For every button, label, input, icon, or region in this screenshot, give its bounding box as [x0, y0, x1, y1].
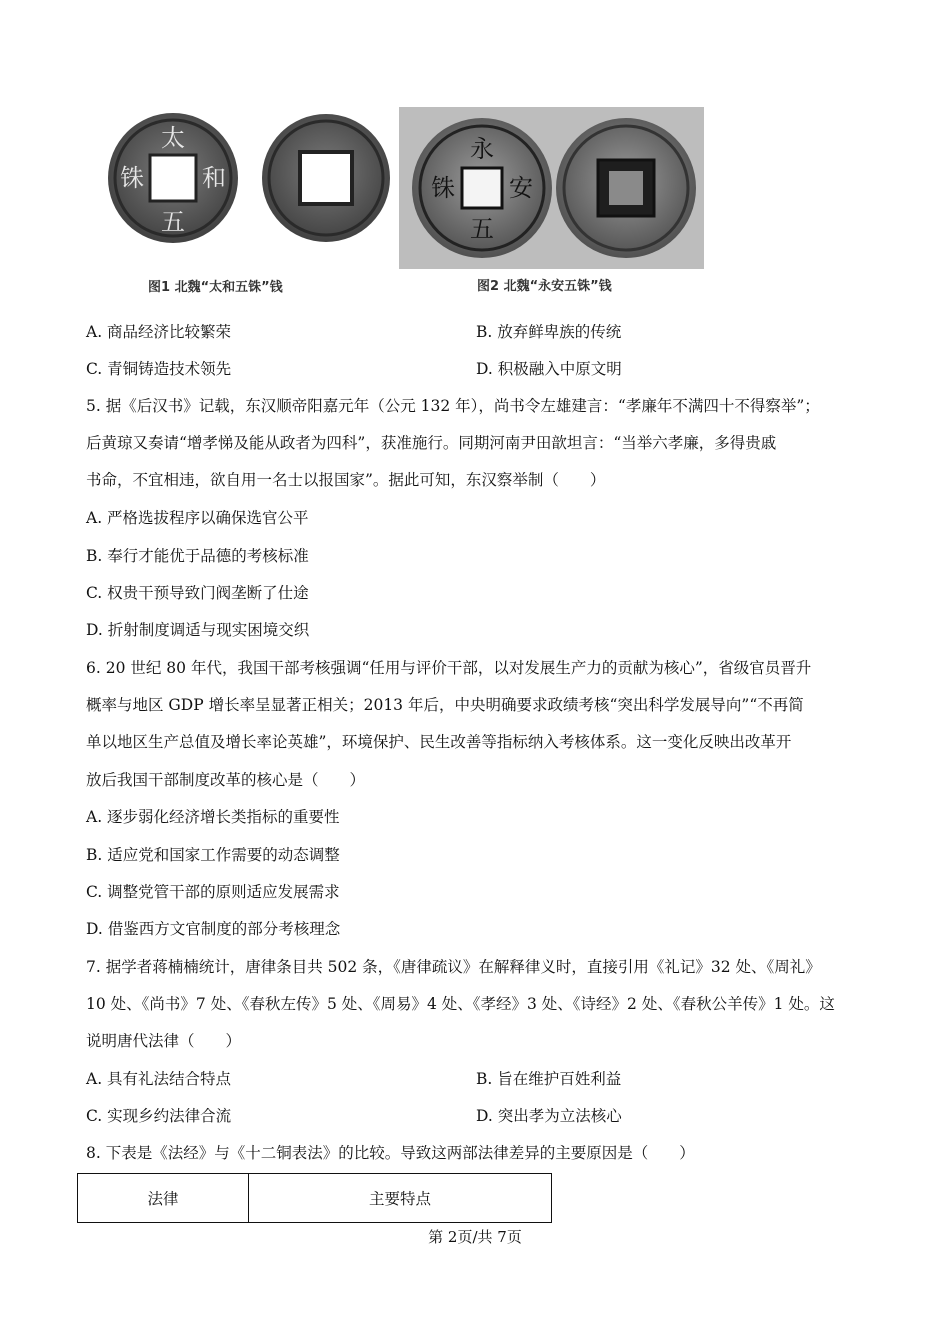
table-header-row	[78, 1174, 552, 1223]
q4-option-c: C. 青铜铸造技术领先	[86, 360, 232, 378]
q5-stem-line-3: 书命，不宜相违，欲自用一名士以报国家”。据此可知，东汉察举制（ ）	[86, 471, 606, 489]
figure-2-caption: 图2 北魏“永安五铢”钱	[477, 279, 612, 294]
coin-char-left: 铢	[431, 174, 455, 202]
coin-char-right: 和	[202, 164, 226, 192]
q5-option-d: D. 折射制度调适与现实困境交织	[86, 621, 310, 639]
q5-option-c: C. 权贵干预导致门阀垄断了仕途	[86, 584, 309, 602]
q7-stem-line-1: 7. 据学者蒋楠楠统计，唐律条目共 502 条，《唐律疏议》在解释律义时，直接引用《礼记》32 处、《周礼》	[86, 958, 821, 976]
q6-stem-line-2: 概率与地区 GDP 增长率呈显著正相关；2013 年后，中央明确要求政绩考核“突出科学发展导向”“不再简	[86, 696, 804, 714]
q7-stem-line-2: 10 处、《尚书》7 处、《春秋左传》5 处、《周易》4 处、《孝经》3 处、《诗经》2 处、《春秋公羊传》1 处。这	[86, 995, 835, 1013]
figure-2	[399, 107, 704, 297]
q7-option-c: C. 实现乡约法律合流	[86, 1107, 232, 1125]
comparison-table	[77, 1173, 552, 1223]
q7-option-b: B. 旨在维护百姓利益	[476, 1070, 622, 1088]
coin-char-top: 太	[161, 124, 185, 152]
q5-option-b: B. 奉行才能优于品德的考核标准	[86, 547, 309, 565]
q7-option-a: A. 具有礼法结合特点	[86, 1070, 232, 1088]
q4-option-b: B. 放弃鲜卑族的传统	[476, 323, 622, 341]
q6-option-b: B. 适应党和国家工作需要的动态调整	[86, 846, 340, 864]
q7-stem-line-3: 说明唐代法律（ ）	[86, 1032, 242, 1050]
coin-char-right: 安	[509, 174, 533, 202]
q6-option-c: C. 调整党管干部的原则适应发展需求	[86, 883, 340, 901]
q6-option-a: A. 逐步弱化经济增长类指标的重要性	[86, 808, 340, 826]
coin-yongan-reverse-image	[551, 113, 701, 263]
q6-stem-line-4: 放后我国干部制度改革的核心是（ ）	[86, 771, 366, 789]
q8-stem: 8. 下表是《法经》与《十二铜表法》的比较。导致这两部法律差异的主要原因是（ ）	[86, 1144, 695, 1162]
coin-char-left: 铢	[120, 164, 144, 192]
coin-char-top: 永	[470, 135, 494, 163]
table-header-features: 主要特点	[249, 1174, 552, 1223]
q6-stem-line-1: 6. 20 世纪 80 年代，我国干部考核强调“任用与评价干部，以对发展生产力的贡献为核心”，省级官员晋升	[86, 659, 812, 677]
figure-1-caption: 图1 北魏“太和五铢”钱	[148, 280, 283, 295]
coin-char-bottom: 五	[470, 215, 494, 243]
table-header-law: 法律	[78, 1174, 249, 1223]
coin-taihe-obverse-image	[98, 108, 248, 248]
coin-taihe-reverse-image	[256, 108, 396, 248]
q4-option-a: A. 商品经济比较繁荣	[86, 323, 232, 341]
q5-stem-line-1: 5. 据《后汉书》记载，东汉顺帝阳嘉元年（公元 132 年），尚书令左雄建言：“孝廉年不满四十不得察举”；	[86, 397, 820, 415]
coin-yongan-obverse-image	[407, 113, 557, 263]
q6-stem-line-3: 单以地区生产总值及增长率论英雄”，环境保护、民生改善等指标纳入考核体系。这一变化反映出改革开	[86, 733, 792, 751]
q7-option-d: D. 突出孝为立法核心	[476, 1107, 622, 1125]
q5-stem-line-2: 后黄琼又奏请“增孝悌及能从政者为四科”，获准施行。同期河南尹田歆坦言：“当举六孝廉，多得贵戚	[86, 434, 777, 452]
q5-option-a: A. 严格选拔程序以确保选官公平	[86, 509, 309, 527]
q6-option-d: D. 借鉴西方文官制度的部分考核理念	[86, 920, 341, 938]
coin-char-bottom: 五	[161, 208, 185, 236]
figure-1	[98, 108, 398, 298]
q4-option-d: D. 积极融入中原文明	[476, 360, 622, 378]
page-footer: 第 2页/共 7页	[428, 1228, 522, 1246]
